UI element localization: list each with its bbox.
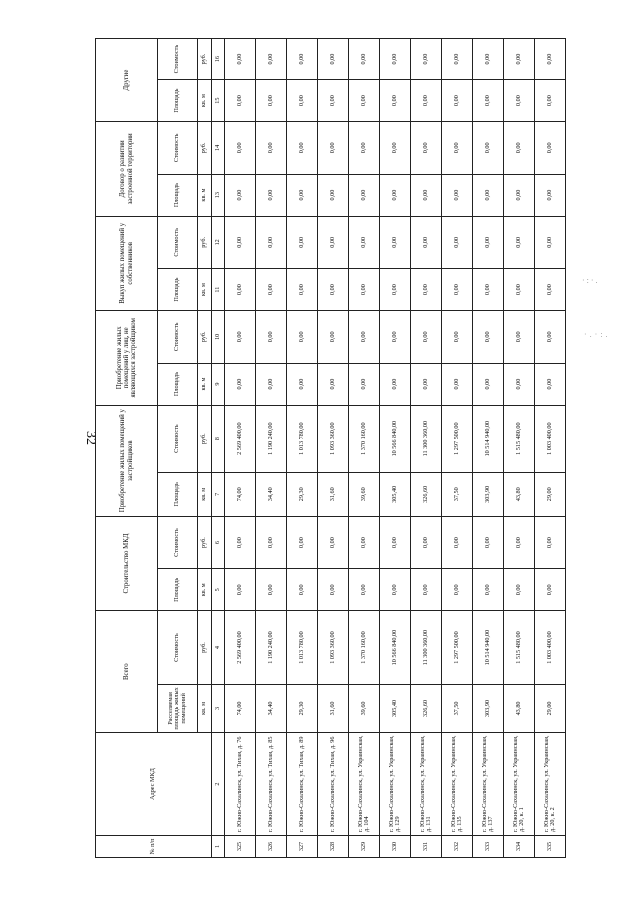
row-address: г. Южно-Сахалинск, ул. Украинская, д. 20, к. 1	[504, 733, 535, 836]
unit-area: кв. м	[198, 80, 212, 122]
subheader-area-total: Расселяемая площадь жилых помещений	[158, 684, 198, 732]
cell-area: 0,00	[411, 363, 442, 405]
cell-cost: 0,00	[225, 122, 256, 175]
cell-area: 0,00	[349, 569, 380, 611]
unit-cost: руб.	[198, 122, 212, 175]
cell-cost: 0,00	[380, 311, 411, 363]
cell-area: 0,00	[473, 269, 504, 311]
cell-area: 0,00	[442, 363, 473, 405]
cell-cost: 0,00	[442, 311, 473, 363]
cell-cost: 0,00	[256, 311, 287, 363]
cell-area: 303,90	[473, 472, 504, 516]
cell-cost: 0,00	[349, 516, 380, 568]
cell-cost: 0,00	[411, 216, 442, 269]
row-number: 334	[504, 835, 535, 857]
cell-area: 0,00	[318, 363, 349, 405]
table-row	[318, 39, 349, 858]
cell-cost: 0,00	[442, 216, 473, 269]
cell-area: 0,00	[473, 174, 504, 216]
unit-area: кв. м	[198, 569, 212, 611]
column-number-row	[212, 39, 225, 858]
column-number: 1	[212, 835, 225, 857]
table-row	[535, 39, 566, 858]
cell-cost: 1 190 240,00	[256, 405, 287, 472]
cell-cost: 0,00	[380, 516, 411, 568]
cell-cost: 0,00	[287, 311, 318, 363]
cell-area: 0,00	[504, 569, 535, 611]
cell-area: 0,00	[380, 80, 411, 122]
cell-area: 29,30	[287, 472, 318, 516]
cell-area: 0,00	[287, 363, 318, 405]
unit-cost: руб.	[198, 611, 212, 685]
row-number: 330	[380, 835, 411, 857]
cell-area: 34,40	[256, 684, 287, 732]
unit-area: кв. м	[198, 363, 212, 405]
cell-area: 0,00	[318, 80, 349, 122]
column-number: 3	[212, 684, 225, 732]
row-number: 328	[318, 835, 349, 857]
unit-cost: руб.	[198, 311, 212, 363]
row-number: 325	[225, 835, 256, 857]
row-address: г. Южно-Сахалинск, ул. Украинская, д. 104	[349, 733, 380, 836]
header-vsego: Всего	[96, 611, 158, 733]
cell-area: 0,00	[535, 269, 566, 311]
cell-area: 305,40	[380, 472, 411, 516]
column-number: 13	[212, 174, 225, 216]
cell-area: 0,00	[256, 80, 287, 122]
row-number: 332	[442, 835, 473, 857]
cell-area: 0,00	[380, 269, 411, 311]
table-row	[380, 39, 411, 858]
table-row	[411, 39, 442, 858]
cell-area: 31,60	[318, 472, 349, 516]
cell-cost: 1 013 780,00	[287, 611, 318, 685]
subheader-area: Площадь	[158, 472, 198, 516]
cell-area: 0,00	[287, 569, 318, 611]
cell-cost: 1 515 480,00	[504, 611, 535, 685]
cell-cost: 0,00	[287, 39, 318, 80]
unit-cost: руб.	[198, 39, 212, 80]
cell-area: 0,00	[256, 269, 287, 311]
cell-area: 0,00	[318, 569, 349, 611]
unit-cost: руб.	[198, 216, 212, 269]
cell-cost: 0,00	[411, 516, 442, 568]
cell-cost: 0,00	[473, 311, 504, 363]
cell-cost: 0,00	[380, 216, 411, 269]
scan-noise: ·:·.	[582, 276, 600, 285]
row-address: г. Южно-Сахалинск, ул. Украинская, д. 20, к. 2	[535, 733, 566, 836]
column-number: 12	[212, 216, 225, 269]
cell-cost: 1 003 400,00	[535, 611, 566, 685]
column-number: 9	[212, 363, 225, 405]
cell-area: 39,60	[349, 472, 380, 516]
cell-area: 0,00	[535, 80, 566, 122]
cell-area: 0,00	[411, 80, 442, 122]
table-row	[349, 39, 380, 858]
subheader-cost: Стоимость	[158, 122, 198, 175]
cell-cost: 0,00	[318, 516, 349, 568]
cell-area: 0,00	[225, 569, 256, 611]
column-number: 6	[212, 516, 225, 568]
column-number: 8	[212, 405, 225, 472]
column-number: 2	[212, 733, 225, 836]
cell-cost: 0,00	[225, 216, 256, 269]
cell-cost: 1 515 480,00	[504, 405, 535, 472]
cell-area: 0,00	[225, 80, 256, 122]
cell-cost: 0,00	[256, 216, 287, 269]
cell-cost: 0,00	[473, 122, 504, 175]
column-number: 11	[212, 269, 225, 311]
cell-area: 0,00	[473, 363, 504, 405]
cell-cost: 0,00	[535, 216, 566, 269]
header-zastroyshchiki: Приобретение жилых помещений у застройщиков	[96, 405, 158, 516]
column-number: 4	[212, 611, 225, 685]
cell-cost: 0,00	[411, 122, 442, 175]
cell-cost: 0,00	[535, 516, 566, 568]
cell-area: 0,00	[442, 269, 473, 311]
subheader-cost: Стоимость	[158, 39, 198, 80]
cell-area: 37,50	[442, 684, 473, 732]
cell-cost: 0,00	[535, 311, 566, 363]
scan-noise: ·.·:.	[584, 330, 611, 339]
cell-area: 303,90	[473, 684, 504, 732]
cell-cost: 0,00	[349, 216, 380, 269]
subheader-area: Площадь	[158, 269, 198, 311]
table-row	[442, 39, 473, 858]
subheader-area: Площадь	[158, 363, 198, 405]
cell-area: 37,50	[442, 472, 473, 516]
cell-cost: 0,00	[535, 122, 566, 175]
cell-area: 0,00	[318, 174, 349, 216]
row-number: 329	[349, 835, 380, 857]
cell-cost: 0,00	[349, 122, 380, 175]
column-number: 10	[212, 311, 225, 363]
row-number: 333	[473, 835, 504, 857]
subheader-cost: Стоимость	[158, 611, 198, 685]
cell-cost: 0,00	[318, 122, 349, 175]
cell-cost: 1 370 160,00	[349, 611, 380, 685]
cell-area: 0,00	[504, 269, 535, 311]
cell-area: 0,00	[535, 569, 566, 611]
subheader-cost: Стоимость	[158, 311, 198, 363]
header-drugie: Другие	[96, 39, 158, 122]
table-row	[225, 39, 256, 858]
cell-cost: 0,00	[318, 39, 349, 80]
cell-area: 74,00	[225, 472, 256, 516]
cell-cost: 0,00	[504, 516, 535, 568]
column-number: 14	[212, 122, 225, 175]
cell-area: 0,00	[287, 174, 318, 216]
cell-area: 326,60	[411, 472, 442, 516]
cell-area: 0,00	[225, 174, 256, 216]
row-address: г. Южно-Сахалинск, ул. Украинская, д. 131	[411, 733, 442, 836]
cell-cost: 0,00	[256, 122, 287, 175]
cell-area: 0,00	[349, 269, 380, 311]
cell-area: 29,00	[535, 684, 566, 732]
table-row	[287, 39, 318, 858]
row-number: 327	[287, 835, 318, 857]
cell-area: 0,00	[504, 363, 535, 405]
cell-area: 0,00	[256, 174, 287, 216]
table-row	[504, 39, 535, 858]
cell-cost: 0,00	[287, 216, 318, 269]
resettlement-table	[95, 38, 566, 858]
table-row	[473, 39, 504, 858]
unit-cost: руб.	[198, 405, 212, 472]
cell-area: 0,00	[256, 569, 287, 611]
cell-area: 0,00	[411, 174, 442, 216]
cell-cost: 2 569 400,00	[225, 611, 256, 685]
cell-cost: 1 370 160,00	[349, 405, 380, 472]
cell-cost: 0,00	[287, 516, 318, 568]
header-num: № п/п	[96, 835, 212, 857]
subheader-cost: Стоимость	[158, 516, 198, 568]
row-address: г. Южно-Сахалинск, ул. Тихая, д. 76	[225, 733, 256, 836]
cell-area: 0,00	[318, 269, 349, 311]
unit-area: кв. м	[198, 684, 212, 732]
cell-area: 0,00	[287, 80, 318, 122]
cell-area: 0,00	[411, 569, 442, 611]
header-vykup: Выкуп жилых помещений у собственников	[96, 216, 158, 310]
cell-cost: 10 514 940,00	[473, 405, 504, 472]
cell-area: 0,00	[287, 269, 318, 311]
cell-area: 0,00	[380, 174, 411, 216]
cell-area: 34,40	[256, 472, 287, 516]
cell-cost: 0,00	[287, 122, 318, 175]
cell-cost: 0,00	[256, 39, 287, 80]
row-address: г. Южно-Сахалинск, ул. Украинская, д. 135	[442, 733, 473, 836]
cell-cost: 0,00	[442, 39, 473, 80]
header-dogovor: Договор о развитии застроенной территории	[96, 122, 158, 216]
cell-cost: 0,00	[473, 216, 504, 269]
cell-cost: 0,00	[380, 39, 411, 80]
cell-cost: 0,00	[473, 516, 504, 568]
cell-cost: 0,00	[504, 311, 535, 363]
subheader-cost: Стоимость	[158, 405, 198, 472]
cell-cost: 1 297 500,00	[442, 611, 473, 685]
cell-area: 0,00	[504, 174, 535, 216]
cell-area: 305,40	[380, 684, 411, 732]
cell-cost: 0,00	[442, 516, 473, 568]
cell-cost: 0,00	[225, 39, 256, 80]
column-number: 16	[212, 39, 225, 80]
row-address: г. Южно-Сахалинск, ул. Тихая, д. 85	[256, 733, 287, 836]
cell-cost: 0,00	[349, 39, 380, 80]
cell-area: 0,00	[256, 363, 287, 405]
cell-area: 74,00	[225, 684, 256, 732]
unit-cost: руб.	[198, 516, 212, 568]
cell-cost: 0,00	[380, 122, 411, 175]
cell-area: 0,00	[442, 569, 473, 611]
cell-cost: 0,00	[411, 311, 442, 363]
cell-area: 0,00	[349, 363, 380, 405]
cell-cost: 10 566 840,00	[380, 611, 411, 685]
column-number: 15	[212, 80, 225, 122]
cell-cost: 11 300 360,00	[411, 611, 442, 685]
cell-cost: 0,00	[473, 39, 504, 80]
cell-area: 39,60	[349, 684, 380, 732]
subheader-area: Площадь	[158, 174, 198, 216]
cell-cost: 0,00	[256, 516, 287, 568]
cell-cost: 0,00	[504, 122, 535, 175]
row-address: г. Южно-Сахалинск, ул. Тихая, д. 89	[287, 733, 318, 836]
page-number: 32	[83, 431, 98, 445]
cell-cost: 0,00	[318, 311, 349, 363]
column-number: 5	[212, 569, 225, 611]
subheader-area: Площадь	[158, 569, 198, 611]
cell-area: 0,00	[380, 363, 411, 405]
cell-area: 43,80	[504, 684, 535, 732]
cell-area: 0,00	[380, 569, 411, 611]
cell-area: 31,60	[318, 684, 349, 732]
unit-area: кв. м	[198, 472, 212, 516]
cell-cost: 0,00	[504, 39, 535, 80]
cell-cost: 0,00	[318, 216, 349, 269]
cell-area: 0,00	[442, 174, 473, 216]
cell-area: 0,00	[442, 80, 473, 122]
cell-cost: 1 003 400,00	[535, 405, 566, 472]
row-address: г. Южно-Сахалинск, ул. Украинская, д. 129	[380, 733, 411, 836]
header-ne-zastroyshchiki: Приобретение жилых помещений у лиц, не являющихся застройщиком	[96, 311, 158, 405]
cell-cost: 0,00	[349, 311, 380, 363]
table-row	[256, 39, 287, 858]
cell-cost: 1 013 780,00	[287, 405, 318, 472]
cell-cost: 11 300 360,00	[411, 405, 442, 472]
cell-area: 0,00	[349, 80, 380, 122]
cell-cost: 0,00	[225, 516, 256, 568]
cell-cost: 10 514 940,00	[473, 611, 504, 685]
cell-cost: 2 569 400,00	[225, 405, 256, 472]
cell-cost: 10 566 840,00	[380, 405, 411, 472]
cell-area: 0,00	[535, 363, 566, 405]
unit-area: кв. м	[198, 174, 212, 216]
cell-area: 29,30	[287, 684, 318, 732]
row-number: 335	[535, 835, 566, 857]
cell-area: 0,00	[504, 80, 535, 122]
cell-cost: 0,00	[225, 311, 256, 363]
cell-area: 0,00	[349, 174, 380, 216]
header-stroitelstvo: Строительство МКД	[96, 516, 158, 610]
unit-area: кв. м	[198, 269, 212, 311]
row-number: 331	[411, 835, 442, 857]
cell-area: 0,00	[473, 80, 504, 122]
cell-area: 0,00	[225, 363, 256, 405]
cell-cost: 1 297 500,00	[442, 405, 473, 472]
cell-cost: 0,00	[504, 216, 535, 269]
cell-cost: 1 093 360,00	[318, 611, 349, 685]
row-address: г. Южно-Сахалинск, ул. Украинская, д. 137	[473, 733, 504, 836]
cell-cost: 1 190 240,00	[256, 611, 287, 685]
cell-area: 29,00	[535, 472, 566, 516]
header-address: Адрес МКД	[96, 733, 212, 836]
cell-area: 326,60	[411, 684, 442, 732]
row-number: 326	[256, 835, 287, 857]
cell-area: 43,80	[504, 472, 535, 516]
cell-cost: 0,00	[442, 122, 473, 175]
column-number: 7	[212, 472, 225, 516]
cell-cost: 1 093 360,00	[318, 405, 349, 472]
cell-cost: 0,00	[535, 39, 566, 80]
cell-area: 0,00	[225, 269, 256, 311]
subheader-cost: Стоимость	[158, 216, 198, 269]
cell-area: 0,00	[535, 174, 566, 216]
subheader-area: Площадь	[158, 80, 198, 122]
row-address: г. Южно-Сахалинск, ул. Тихая, д. 96	[318, 733, 349, 836]
cell-area: 0,00	[473, 569, 504, 611]
rotated-table-wrapper	[95, 38, 565, 858]
cell-cost: 0,00	[411, 39, 442, 80]
cell-area: 0,00	[411, 269, 442, 311]
